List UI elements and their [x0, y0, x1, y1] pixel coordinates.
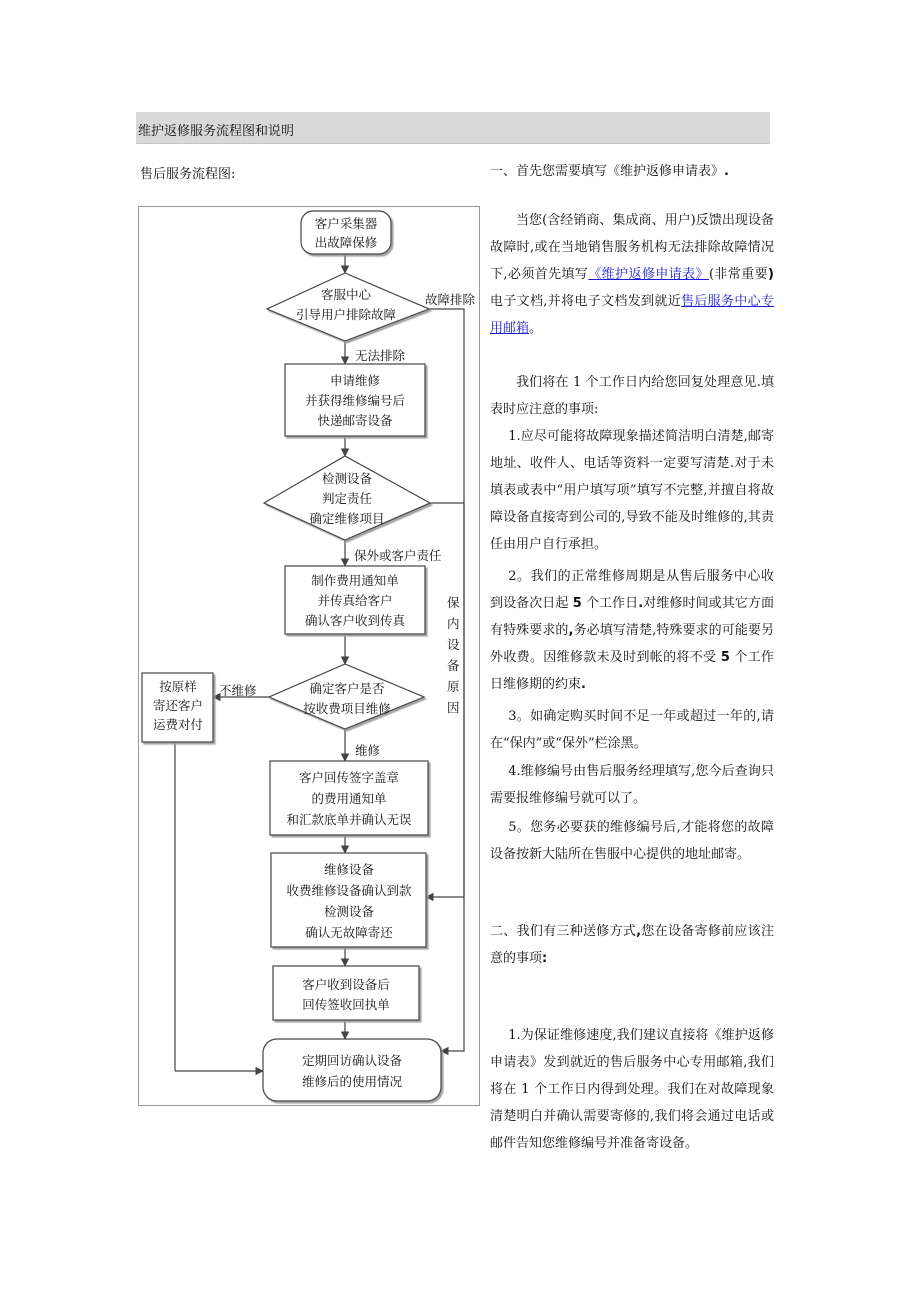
node-return-line1: 按原样	[159, 679, 197, 694]
shipping-item-1: 1.为保证维修速度,我们建议直接将《维护返修申请表》发到就近的售后服务中心专用邮箱,我们将在 1 个工作日内得到处理。我们在对故障现象清楚明白并确认需要寄修的,我们将会通过电话或邮件告知您维修编号并准备寄设备。	[490, 1028, 774, 1151]
node-repair-line1: 维修设备	[323, 862, 375, 877]
section-2-heading	[490, 918, 774, 972]
paragraph-1-text-a: 当您(含经销商、集成商、用户)反馈出现设备故障时,或在当地销售服务机构无法排除故障情况下,必须首先填写	[490, 213, 774, 282]
item2-text-c: 个工作日	[585, 596, 639, 611]
node-decision-confirm	[269, 664, 424, 729]
notice-item-2	[490, 563, 774, 698]
paragraph-2: 我们将在 1 个工作日内给您回复处理意见.填表时应注意的事项:	[490, 375, 774, 417]
notice-item-3: 3。如确定购买时间不足一年或超过一年的,请在“保内”或“保外”栏涂黑。	[490, 709, 774, 751]
notice-item-4: 4.维修编号由售后服务经理填写,您今后查询只需要报维修编号就可以了。	[490, 764, 774, 806]
item2-dot-1: .	[638, 596, 644, 611]
node-receive-line2: 回传签收回执单	[302, 997, 390, 1012]
paragraph-1-text-c: 电子文档,并将电子文档发到就近	[490, 294, 682, 309]
node-sign-line3: 和汇款底单并确认无误	[286, 812, 412, 827]
paragraph-1-text-d: 。	[529, 321, 543, 336]
section-2-comma: ,	[636, 924, 642, 939]
node-repair-line3: 检测设备	[323, 904, 375, 919]
node-return-line3: 运费对付	[152, 717, 204, 732]
node-d1-line1: 客服中心	[320, 287, 372, 302]
label-cannot-clear: 无法排除	[355, 348, 406, 363]
section-title: 维护返修服务流程图和说明	[138, 124, 295, 139]
flowchart-svg	[139, 207, 479, 1105]
label-no-repair: 不维修	[219, 683, 257, 698]
section-2-colon: :	[542, 951, 548, 966]
node-repair-line2: 收费维修设备确认到款	[286, 883, 412, 898]
item2-dot-2: .	[581, 677, 586, 692]
node-d3-line1: 确定客户是否	[309, 681, 385, 696]
label-out-warranty: 保外或客户责任	[354, 548, 442, 563]
label-in-warranty-4: 备	[447, 658, 460, 673]
node-notice-line2: 并传真给客户	[317, 593, 393, 608]
flowchart-subtitle: 售后服务流程图:	[140, 167, 236, 182]
node-d2-line3: 确定维修项目	[309, 511, 385, 526]
paragraph-1-text-b: (非常重要	[708, 267, 769, 282]
flowchart-frame	[138, 206, 480, 1106]
node-sign-line2: 的费用通知单	[311, 791, 387, 806]
label-fault-cleared: 故障排除	[425, 292, 476, 307]
label-in-warranty-2: 内	[447, 616, 460, 631]
node-receive-line1: 客户收到设备后	[302, 977, 390, 992]
section-1-title: 一、首先您需要填写《维护返修申请表》	[490, 164, 725, 179]
node-d1-line2: 引导用户排除故障	[295, 307, 397, 322]
node-sign-line1: 客户回传签字盖章	[298, 770, 400, 785]
item2-text-a: 2。我们的正常维修周期是从售后服务中心收到设备次日起	[490, 569, 774, 611]
section-2-title-a: 二、我们有三种送修方式	[490, 924, 637, 939]
node-notice-line1: 制作费用通知单	[311, 573, 399, 588]
notice-item-5: 5。您务必要获的维修编号后,才能将您的故障设备按新大陆所在售服中心提供的地址邮寄。	[490, 820, 774, 862]
item2-text-g: 务必填写清楚,特殊要求的可能要另外收费。因维修款未及时到帐的将不受	[490, 623, 774, 665]
label-in-warranty-6: 因	[447, 700, 460, 715]
node-notice-line3: 确认客户收到传真	[304, 613, 406, 628]
notice-item-1: 1.应尽可能将故障现象描述简洁明白清楚,邮寄地址、收件人、电话等资料一定要写清楚.对于未填表或表中“用户填写项”填写不完整,并擅自将故障设备直接寄到公司的,导致不能及时维修的,其责任由用户自行承担。	[490, 429, 774, 552]
node-apply-line3: 快递邮寄设备	[317, 413, 393, 428]
service-email-link[interactable]: 售后服务中心专用邮箱	[490, 294, 774, 336]
node-end-line1: 定期回访确认设备	[301, 1053, 403, 1068]
label-in-warranty-5: 原	[447, 679, 460, 694]
label-repair: 维修	[355, 743, 381, 758]
label-in-warranty-1: 保	[447, 595, 460, 610]
section-1-heading	[490, 158, 729, 185]
item2-comma: ,	[568, 623, 574, 638]
section-header	[136, 112, 770, 144]
label-in-warranty-3: 设	[447, 637, 460, 652]
node-start-line1: 客户采集器	[314, 216, 378, 231]
node-d3-line2: 按收费项目维修	[303, 701, 391, 716]
node-repair-line4: 确认无故障寄还	[305, 925, 393, 940]
node-d2-line1: 检测设备	[321, 471, 373, 486]
paragraph-1	[490, 207, 774, 342]
item2-days-1: 5	[572, 596, 582, 611]
node-end-line2: 维修后的使用情况	[301, 1074, 403, 1089]
section-2-title-c: 您在设备寄修前应该注意的事项	[490, 924, 774, 966]
section-1-dot: .	[724, 164, 729, 179]
item2-text-i: 个工作日维修期的约束	[490, 650, 774, 692]
node-apply-line1: 申请维修	[329, 373, 381, 388]
item2-text-e: 对维修时间或其它方面有特殊要求的	[490, 596, 774, 638]
node-return-line2: 寄还客户	[152, 698, 204, 713]
application-form-link[interactable]: 《维护返修申请表》	[588, 267, 709, 282]
node-d2-line2: 判定责任	[321, 491, 373, 506]
node-apply-line2: 并获得维修编号后	[304, 393, 406, 408]
paragraph-1-paren: )	[768, 267, 774, 282]
item2-days-2: 5	[720, 650, 730, 665]
node-follow-up	[263, 1039, 441, 1101]
node-start-line2: 出故障保修	[314, 235, 378, 250]
